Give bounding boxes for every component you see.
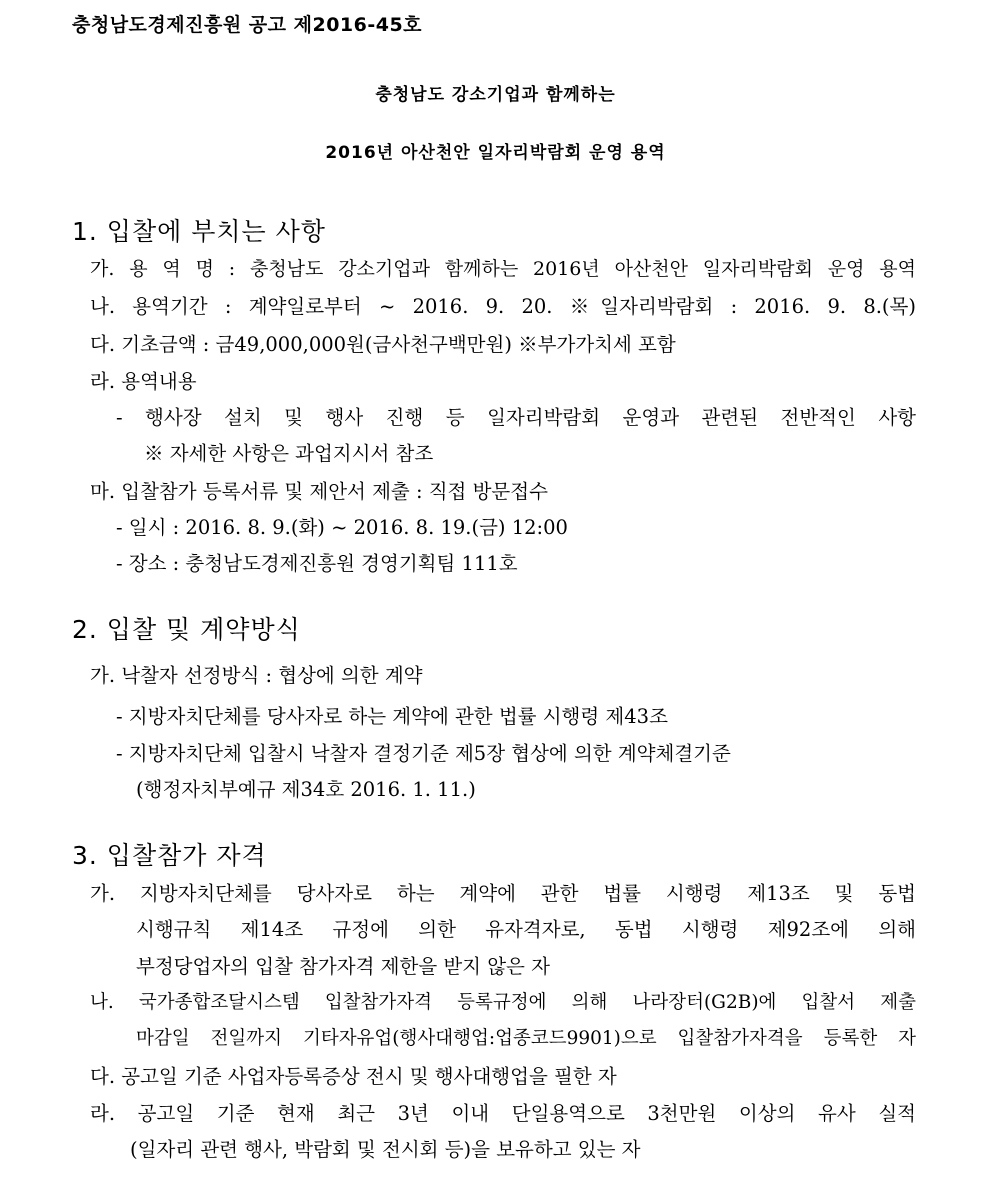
item-submission-place: - 장소 : 충청남도경제진흥원 경영기획팀 111호 <box>116 552 518 575</box>
item-service-content-detail: - 행사장 설치 및 행사 진행 등 일자리박람회 운영과 관련된 전반적인 사항 <box>116 406 916 429</box>
section-3-heading: 3. 입찰참가 자격 <box>72 841 267 870</box>
item-submission: 마. 입찰참가 등록서류 및 제안서 제출 : 직접 방문접수 <box>90 480 548 503</box>
item-service-period: 나. 용역기간 : 계약일로부터 ~ 2016. 9. 20. ※일자리박람회 : 2016. 9. 8.(목) <box>90 295 916 318</box>
item-selection-law-1: - 지방자치단체를 당사자로 하는 계약에 관한 법률 시행령 제43조 <box>116 705 668 728</box>
page-title-line-1: 충청남도 강소기업과 함께하는 <box>375 85 616 105</box>
item-selection-method: 가. 낙찰자 선정방식 : 협상에 의한 계약 <box>90 664 423 687</box>
item-qualification-a-2: 시행규칙 제14조 규정에 의한 유자격자로, 동법 시행령 제92조에 의해 <box>136 918 916 941</box>
item-qualification-a-1: 가. 지방자치단체를 당사자로 하는 계약에 관한 법률 시행령 제13조 및 동법 <box>90 882 916 905</box>
item-selection-law-2-ref: (행정자치부예규 제34호 2016. 1. 11.) <box>136 778 476 801</box>
section-2-heading: 2. 입찰 및 계약방식 <box>72 615 301 644</box>
item-qualification-b-1: 나. 국가종합조달시스템 입찰참가자격 등록규정에 의해 나라장터(G2B)에 입찰서 제출 <box>90 992 916 1013</box>
item-qualification-d-2: (일자리 관련 행사, 박람회 및 전시회 등)을 보유하고 있는 자 <box>130 1138 641 1161</box>
item-qualification-a-3: 부정당업자의 입찰 참가자격 제한을 받지 않은 자 <box>136 955 550 978</box>
item-selection-law-2: - 지방자치단체 입찰시 낙찰자 결정기준 제5장 협상에 의한 계약체결기준 <box>116 742 731 765</box>
item-qualification-c: 다. 공고일 기준 사업자등록증상 전시 및 행사대행업을 필한 자 <box>90 1065 617 1088</box>
item-service-name: 가. 용 역 명 : 충청남도 강소기업과 함께하는 2016년 아산천안 일자리박람회 운영 용역 <box>90 258 916 280</box>
item-qualification-b-2: 마감일 전일까지 기타자유업(행사대행업:업종코드9901)으로 입찰참가자격을 등록한 자 <box>136 1028 916 1049</box>
section-1-heading: 1. 입찰에 부치는 사항 <box>72 217 326 246</box>
item-qualification-d-1: 라. 공고일 기준 현재 최근 3년 이내 단일용역으로 3천만원 이상의 유사 실적 <box>90 1102 916 1125</box>
item-base-amount: 다. 기초금액 : 금49,000,000원(금사천구백만원) ※부가가치세 포함 <box>90 333 676 356</box>
item-submission-date: - 일시 : 2016. 8. 9.(화) ~ 2016. 8. 19.(금) 12:00 <box>116 516 568 539</box>
notice-number: 충청남도경제진흥원 공고 제2016-45호 <box>72 14 423 36</box>
item-service-content-note: ※ 자세한 사항은 과업지시서 참조 <box>144 442 434 465</box>
page-title-line-2: 2016년 아산천안 일자리박람회 운영 용역 <box>325 143 666 163</box>
item-service-content: 라. 용역내용 <box>90 370 197 393</box>
